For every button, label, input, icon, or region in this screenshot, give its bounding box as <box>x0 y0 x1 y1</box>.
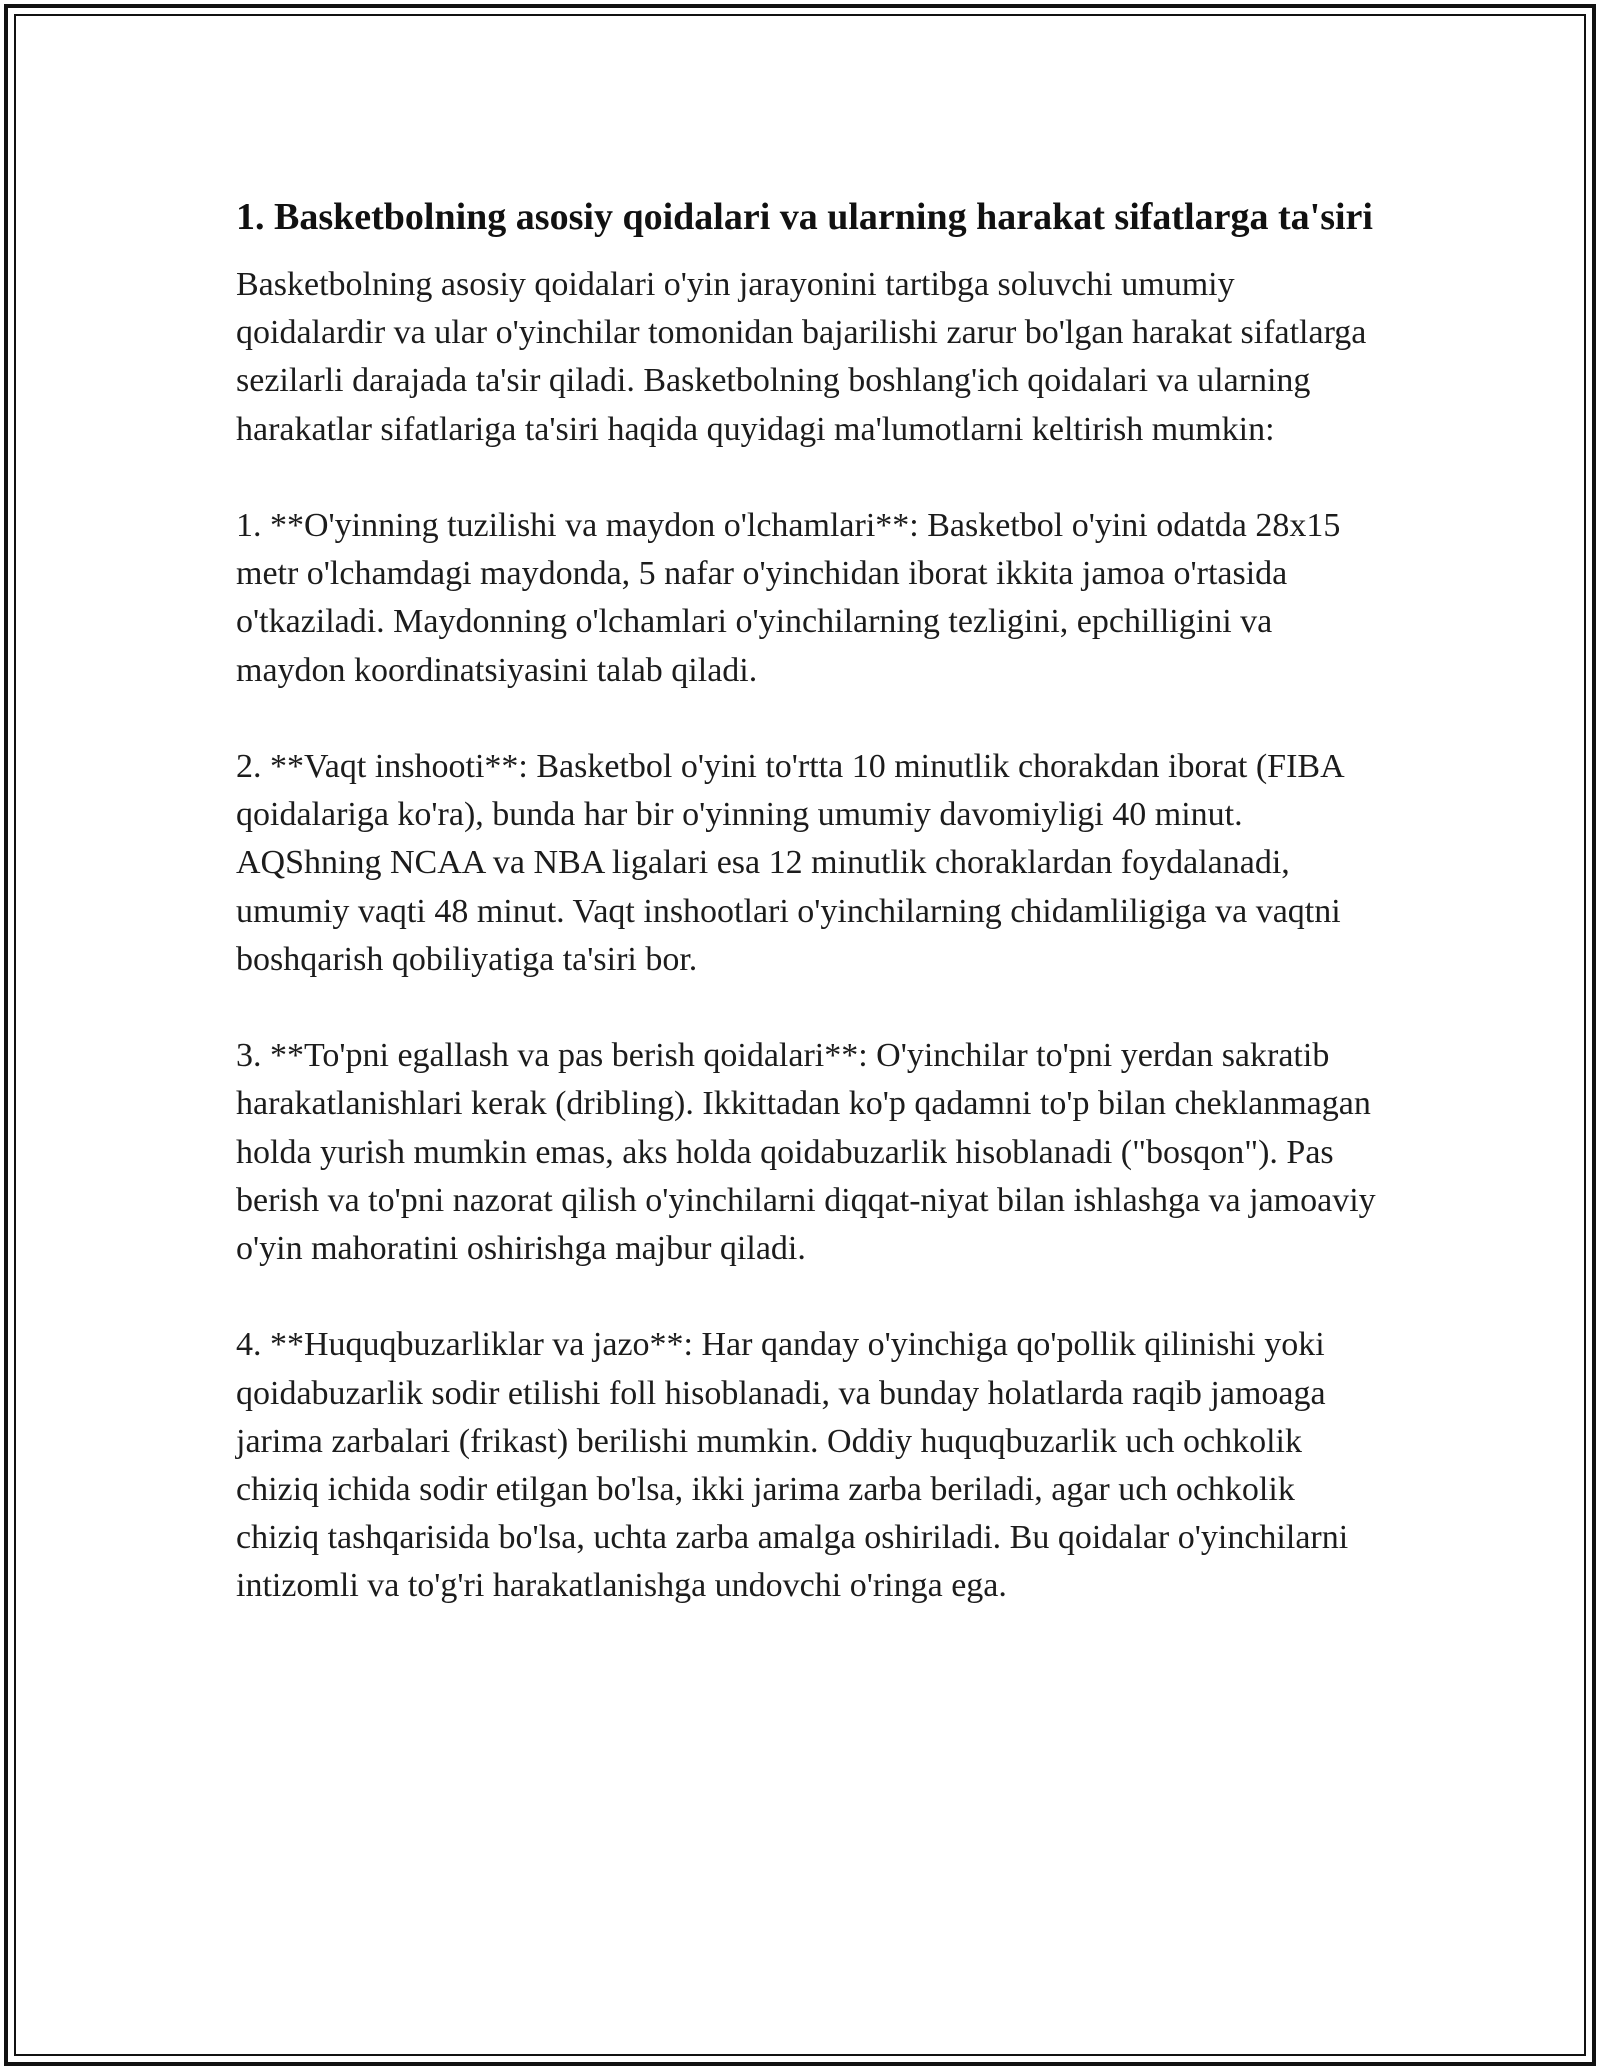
list-item-3: 3. **To'pni egallash va pas berish qoidalari**: O'yinchilar to'pni yerdan sakratib harakatlanishlari kerak (dribling). Ikkittadan ko'p qadamni to'p bilan cheklanmagan holda yurish mumkin emas, aks holda qoidabuzarlik hisoblanadi ("bosqon"). Pas berish va to'pni nazorat qilish o'yinchilarni diqqat-niyat bilan ishlashga va jamoaviy o'yin mahoratini oshirishga majbur qiladi. <box>236 1037 1376 1268</box>
document-title: 1. Basketbolning asosiy qoidalari va ularning harakat sifatlarga ta'siri <box>236 196 1373 238</box>
list-item-2: 2. **Vaqt inshooti**: Basketbol o'yini to'rtta 10 minutlik chorakdan iborat (FIBA qoidalariga ko'ra), bunda har bir o'yinning umumiy davomiyligi 40 minut. AQShning NCAA va NBA ligalari esa 12 minutlik choraklardan foydalanadi, umumiy vaqti 48 minut. Vaqt inshootlari o'yinchilarning chidamliligiga va vaqtni boshqarish qobiliyatiga ta'siri bor. <box>236 748 1343 978</box>
intro-paragraph: Basketbolning asosiy qoidalari o'yin jarayonini tartibga soluvchi umumiy qoidalardir va ular o'yinchilar tomonidan bajarilishi zarur bo'lgan harakat sifatlarga sezilarli darajada ta'sir qiladi. Basketbolning boshlang'ich qoidalari va ularning harakatlar sifatlariga ta'siri haqida quyidagi ma'lumotlarni keltirish mumkin: <box>236 266 1367 448</box>
list-item-4: 4. **Huquqbuzarliklar va jazo**: Har qanday o'yinchiga qo'pollik qilinishi yoki qoidabuzarlik sodir etilishi foll hisoblanadi, va bunday holatlarda raqib jamoaga jarima zarbalari (frikast) berilishi mumkin. Oddiy huquqbuzarlik uch ochkolik chiziq ichida sodir etilgan bo'lsa, ikki jarima zarba beriladi, agar uch ochkolik chiziq tashqarisida bo'lsa, uchta zarba amalga oshiriladi. Bu qoidalar o'yinchilarni intizomli va to'g'ri harakatlanishga undovchi o'ringa ega. <box>236 1326 1349 1605</box>
document-body <box>236 190 1386 1611</box>
list-item-1: 1. **O'yinning tuzilishi va maydon o'lchamlari**: Basketbol o'yini odatda 28x15 metr o'lchamdagi maydonda, 5 nafar o'yinchidan iborat ikkita jamoa o'rtasida o'tkaziladi. Maydonning o'lchamlari o'yinchilarning tezligini, epchilligini va maydon koordinatsiyasini talab qiladi. <box>236 507 1341 689</box>
